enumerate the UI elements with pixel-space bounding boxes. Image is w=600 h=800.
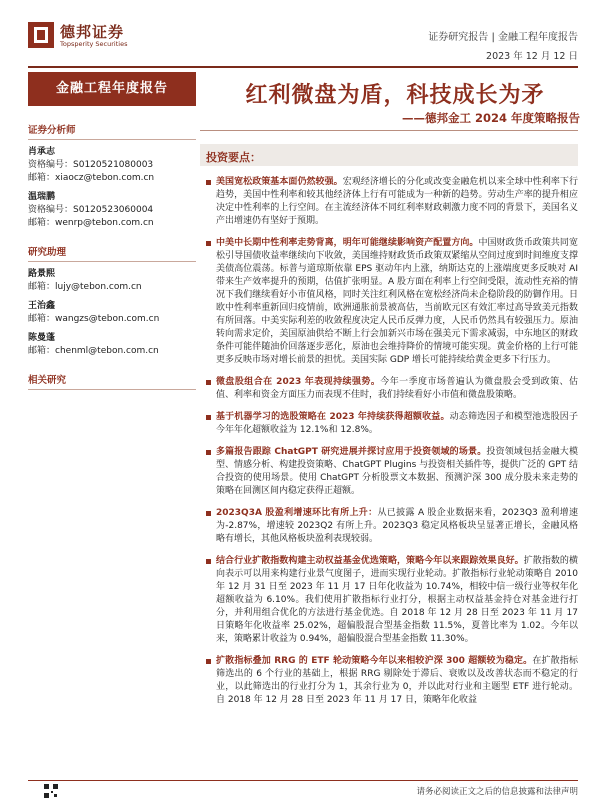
bullet-lead: 中美中长期中性利率走势背离，明年可能继续影响资产配置方向。 [216, 238, 479, 248]
bullet-lead: 多篇报告跟踪 ChatGPT 研究进展并探讨应用于投资领域的场景。 [216, 447, 487, 457]
related-research-heading: 相关研究 [28, 372, 196, 390]
assistants-heading: 研究助理 [28, 244, 196, 262]
analyst-cert: 资格编号：S0120523060004 [28, 205, 154, 215]
logo-mark-icon [28, 22, 54, 48]
assistant-card [28, 332, 196, 358]
bullet-text: 扩散指数的横向表示可以用来构建行业景气度图子，进而实现行业轮动。扩散指标行业轮动策略自 2010 年 12 月 31 日至 2023 年 11 月 17 日年化收益为 10.74%，相较中信一级行业等权年化超额收益为 6.10%。我们使用扩散指标行业打分，根据主动权益基金持仓对基金进行打分，并利用组合优化的方法进行基金优选。自 2018 年 12 月 28 日至 2023 年 11 月 17 日策略年化收益率 25.02%，超偏股混合型基金指数 11.5%，夏普比率为 1.02。今年以来，策略累计收益为 0.94%，超偏股混合型基金指数 11.30%。 [216, 556, 578, 644]
report-date: 2023 年 12 月 12 日 [486, 51, 578, 62]
report-category-band: 金融工程年度报告 [28, 72, 196, 106]
bullet-lead: 美国宽松政策基本面仍然较强。 [216, 177, 343, 187]
bullet-lead: 2023Q3A 股盈利增速环比有所上升： [216, 508, 378, 518]
bullet-lead: 结合行业扩散指数构建主动权益基金优选策略，策略今年以来跟踪效果良好。 [216, 556, 524, 566]
bullet-text: 宏观经济增长的分化或改变金融危机以来全球中性利率下行趋势，美国中性利率和较其他经济体上行有可能成为一种新的趋势。劳动生产率的提升相应决定中性利率的上行空间。在主流经济体不同红利率财政刺激力度不同的背景下，美国名义产出增速仍有坚好于预期。 [216, 177, 578, 226]
header-divider [28, 66, 578, 68]
list-item [206, 507, 578, 546]
investment-points-list [206, 176, 578, 716]
title-divider [200, 130, 578, 131]
assistant-email[interactable]: 邮箱：chenml@tebon.com.cn [28, 346, 159, 356]
qr-code-icon [44, 784, 58, 798]
sidebar [28, 122, 196, 396]
assistant-email[interactable]: 邮箱：lujy@tebon.com.cn [28, 282, 142, 292]
assistant-email[interactable]: 邮箱：wangzs@tebon.com.cn [28, 314, 160, 324]
bullet-lead: 微盘股组合在 2023 年表现持续强势。 [216, 377, 381, 387]
analyst-card [28, 191, 196, 230]
assistant-card [28, 300, 196, 326]
list-item [206, 237, 578, 367]
list-item [206, 655, 578, 707]
analysts-heading: 证券分析师 [28, 122, 196, 140]
assistant-name: 王治鑫 [28, 301, 56, 311]
analyst-name: 肖承志 [28, 147, 56, 157]
analyst-card [28, 146, 196, 185]
page-title: 红利微盘为盾，科技成长为矛 [245, 83, 545, 108]
assistant-name: 陈曼蓬 [28, 333, 56, 343]
list-item [206, 376, 578, 402]
assistant-name: 路景熙 [28, 269, 56, 279]
list-item [206, 176, 578, 228]
bullet-lead: 扩散指标叠加 RRG 的 ETF 轮动策略今年以来相较沪深 300 超额较为稳定。 [216, 656, 533, 666]
report-type: 证券研究报告 | 金融工程年度报告 [428, 32, 578, 43]
investment-points-label: 投资要点： [206, 151, 261, 164]
bullet-text: 投资领域包括金融大模型、情感分析、构建投资策略、ChatGPT Plugins 与投资相关插件等，提供广泛的 GPT 结合投资的使用场景。使用 ChatGPT 分析股票文本数据、预测沪深 300 成分股未来走势的策略在回测区间内稳定获得正超额。 [216, 447, 578, 496]
list-item [206, 446, 578, 498]
company-name-en: Topsperity Securities [60, 40, 128, 48]
footer-divider [28, 780, 578, 781]
list-item [206, 555, 578, 646]
bullet-text: 今年一季度市场普遍认为微盘股会受到政策、估值、利率和资金方面压力而表现不佳时，我们持续看好小市值和微盘股策略。 [216, 377, 578, 400]
bullet-text: 从已披露 A 股企业数据来看，2023Q3 盈利增速为-2.87%，增速较 2023Q2 有所上升。2023Q3 稳定风格板块呈显著正增长，金融风格略有增长，其他风格板块盈利表现较弱。 [216, 508, 578, 544]
bullet-text: 动态筛选因子和模型池选股因子今年年化超额收益为 12.1%和 12.8%。 [216, 412, 578, 435]
assistant-card [28, 268, 196, 294]
bullet-lead: 基于机器学习的选股策略在 2023 年持续获得超额收益。 [216, 412, 450, 422]
analyst-name: 温瑞鹏 [28, 192, 56, 202]
list-item [206, 411, 578, 437]
bullet-text: 在扩散指标筛选出的 6 个行业的基础上，根据 RRG 剔除处于滞后、衰败以及改善状态而不稳定的行业，以此筛选出的行业打分为 1，其余行业为 0，并以此对行业和主题型 ETF 进行轮动。自 2018 年 12 月 28 日至 2023 年 11 月 17 日，策略年化收益 [216, 656, 578, 705]
analyst-email[interactable]: 邮箱：xiaocz@tebon.com.cn [28, 173, 155, 183]
page-subtitle: ——德邦金工 2024 年度策略报告 [401, 111, 580, 125]
company-logo [28, 20, 178, 52]
analyst-cert: 资格编号：S0120521080003 [28, 160, 154, 170]
company-name-cn: 德邦证券 [60, 23, 125, 41]
analyst-email[interactable]: 邮箱：wenrp@tebon.com.cn [28, 218, 154, 228]
bullet-text: 中国财政货币政策共同宽松引导国债收益率继续向下收敛，美国维持财政货币政策双紧缩从空间过度到时间维度支撑美债高位震荡。标普与道琼斯依靠 EPS 驱动年内上涨，纳斯达克的上涨端度更多反映对 AI 带来生产效率提升的预期，估值扩张明显。A 股方面在利率上行空间受限，流动性充裕的情况下我们继续看好小市值风格，同时关注红利风格在宽松经济尚未企稳阶段的防御作用。日欧中性利率重新回归疫情前，欧洲通胀前景被高估，当前欧元区有效汇率过高导致美元指数有所回落。中美实际利差的收敛程度决定人民币反弹力度，人民币仍然具有较强压力。原油转向需求定价，美国原油供给不断上行会加新兴市场在强美元下需求减弱，中东地区的财政条件可能伴随油价回落逐步恶化，原油也会维持降价的情境可能实现。黄金价格的上行可能更多反映市场对增长前景的担忧。美国实际 GDP 增长可能持续给黄金更多下行压力。 [216, 238, 578, 365]
legal-disclaimer: 请务必阅读正文之后的信息披露和法律声明 [416, 787, 578, 797]
